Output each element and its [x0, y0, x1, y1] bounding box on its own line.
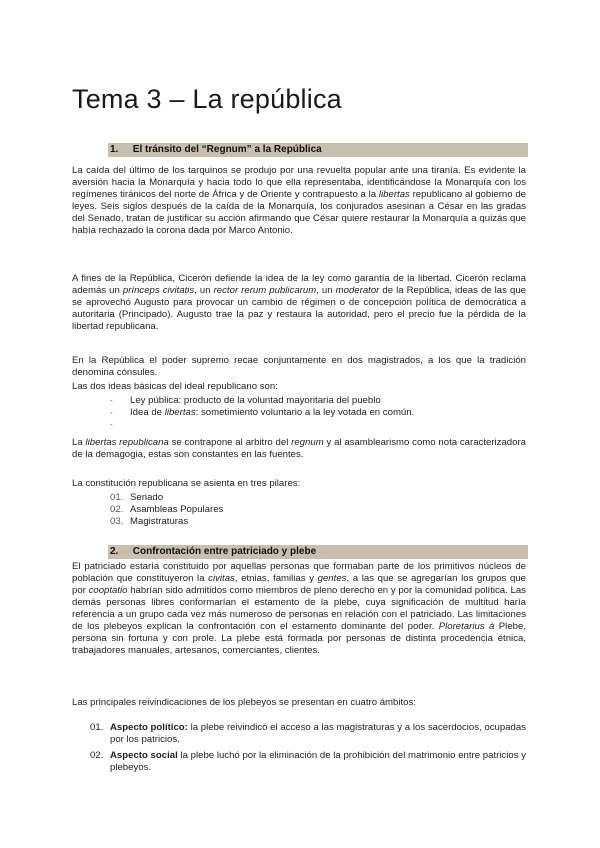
text-run: , a las que se agregarían los grupos que por	[72, 573, 526, 596]
list-number: 03.	[110, 516, 124, 527]
text-run: se contrapone al arbitro del	[168, 437, 292, 448]
italic-term: cooptatio	[88, 585, 128, 596]
text-run: y al asamblearismo como nota caracterizadora de la demagogia, estas son constantes en las fuentes.	[72, 437, 526, 460]
list-item-label: Magistraturas	[130, 516, 189, 527]
section-label: El tránsito del “Regnum” a la República	[132, 144, 322, 155]
list-number: 01.	[90, 722, 104, 733]
aspecto-heading: Aspecto político:	[110, 722, 188, 733]
paragraph-ciceron	[72, 273, 526, 333]
paragraph-libertas-republicana	[72, 437, 526, 461]
list-item	[110, 395, 526, 407]
section-label: Confrontación entre patriciado y plebe	[132, 546, 317, 557]
paragraph-reivindicaciones-intro: Las principales reivindicaciones de los plebeyos se presentan en cuatro ámbitos:	[72, 697, 416, 708]
list-item	[110, 407, 526, 419]
list-number: 01.	[110, 492, 124, 503]
text-run: Idea de	[130, 407, 165, 418]
text-run: La caída del último de los tarquinos se produjo por una revuelta popular ante una tiranía. Es evidente la aversión hacia la Monarquía y hacia todo lo que ella representaba, identificándose la Monarquía con los regímenes tiránicos del norte de África y de Oriente y contrapuesto a la	[72, 165, 526, 200]
list-item-label: Senado	[130, 492, 164, 503]
italic-term: gentes	[317, 573, 347, 584]
text-run: la plebe luchó por la eliminación de la prohibición del matrimonio entre patricios y plebeyos.	[110, 750, 526, 773]
section-heading-1	[108, 143, 528, 157]
text-run: , un	[194, 285, 214, 296]
ideas-list	[110, 395, 526, 431]
italic-term: libertas republicana	[85, 437, 169, 448]
list-number: 02.	[110, 504, 124, 515]
italic-term: prínceps civitatis	[122, 285, 195, 296]
section-number: 1.	[110, 144, 119, 155]
italic-term: civitas	[208, 573, 235, 584]
aspecto-heading: Aspecto social	[110, 750, 178, 761]
italic-term: rector rerum publicarum	[213, 285, 317, 296]
text-run: de la República, ideas de las que se aprovechó Augusto para provocar un cambio de régimen o de concepción política de democrática a autoritaria (Principado). Augusto trae la paz y restaura la autoridad, pero el precio fue la pérdida de la libertad republicana.	[72, 285, 526, 332]
list-item	[110, 516, 526, 528]
paragraph-ideas-intro: Las dos ideas básicas del ideal republicano son:	[72, 381, 278, 392]
paragraph-pilares-intro: La constitución republicana se asienta en tres pilares:	[72, 478, 301, 489]
text-run: habrían sido admitidos como miembros de pleno derecho en y por la comunidad política. Las demás personas libres conformarían el estamento de la plebe, cuya significación de multitud haría referencia a un grupo cada vez más numeroso de personas en relación con el patriciado. Las limitaciones de los plebeyos explican la confrontación con el estamento dominante del poder.	[72, 585, 526, 632]
bullet-dash: -	[110, 420, 113, 429]
section-number: 2.	[110, 546, 119, 557]
list-item	[110, 504, 526, 516]
list-item-label: Asambleas Populares	[130, 504, 224, 515]
pilares-list	[110, 492, 526, 528]
text-run: El patriciado estaría constituido por aquellas personas que formaban parte de los primitivos núcleos de población que constituyeron la	[72, 561, 526, 584]
italic-term: libertas	[164, 407, 196, 418]
text-run: , un	[316, 285, 336, 296]
italic-term: moderator	[335, 285, 380, 296]
text-run: , etnias, familias y	[234, 573, 318, 584]
paragraph-caida-tarquinos	[72, 165, 526, 237]
bullet-dash: -	[110, 396, 113, 405]
italic-term: regnum	[291, 437, 324, 448]
list-item	[110, 419, 526, 431]
text-run: la plebe reivindicó el acceso a las magistraturas y a los sacerdocios, ocupadas por los patricios.	[110, 722, 526, 745]
paragraph-patriciado	[72, 561, 526, 657]
text-run: A fines de la República, Cicerón defiende la idea de la ley como garantía de la libertad. Cicerón reclama además un	[72, 273, 526, 296]
bullet-dash: -	[110, 408, 113, 417]
text-run: La	[72, 437, 86, 448]
section-heading-2	[108, 545, 528, 559]
list-number: 02.	[90, 750, 104, 761]
italic-term: libertas	[378, 189, 410, 200]
italic-term: Ploretarius à	[438, 621, 495, 632]
text-run: republicano al gobierno de leyes. Seis siglos después de la caída de la Monarquía, los conjurados asesinan a César en las gradas del Senado, tratan de justificar su acción afirmando que César quiere restaurar la Monarquía a quizás que había rechazado la corona dada por Marco Antonio.	[72, 189, 526, 236]
text-run: En la República el poder supremo recae conjuntamente en dos magistrados, a los que la tradición denomina cónsules.	[72, 355, 526, 378]
list-item	[110, 492, 526, 504]
text-run: Plebe, persona sin fortuna y con prole. La plebe está formada por personas de distinta procedencia étnica, trabajadores manuales, artesanos, comerciantes, clientes.	[72, 621, 526, 656]
page-title: Tema 3 – La república	[72, 84, 342, 114]
text-run: : sometimiento voluntario a la ley votada en común.	[195, 407, 415, 418]
paragraph-consules	[72, 355, 526, 379]
text-run: Ley pública: producto de la voluntad mayoritaria del pueblo	[130, 395, 381, 406]
